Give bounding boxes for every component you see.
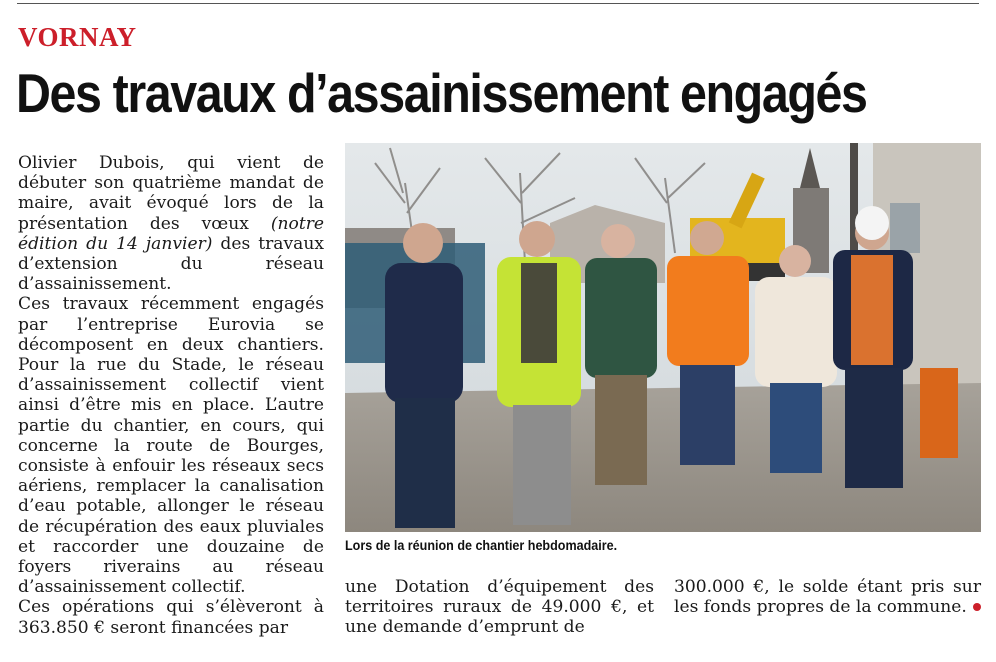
- column-2: [345, 577, 654, 638]
- paragraph-1: Olivier Dubois, qui vient de débuter son quatrième mandat de maire, avait évoqué lors de la présentation des vœux (notre édition du 14 janvier) des travaux d’extension du réseau d’assainissement.: [18, 153, 324, 295]
- paragraph-2: Ces travaux récemment engagés par l’entreprise Eurovia se décomposent en deux chantiers. Pour la rue du Stade, le réseau d’assainissement collectif vient ainsi d’être mis en place. L’autre partie du chantier, en cours, qui concerne la route de Bourges, consiste à enfouir les réseaux secs aériens, remplacer la canalisation d’eau potable, allonger le réseau de récupération des eaux pluviales et raccorder une douzaine de foyers riverains au réseau d’assainissement collectif.: [18, 294, 324, 598]
- paragraph-4: une Dotation d’équipement des territoires ruraux de 49.000 €, et une demande d’emprunt de: [345, 577, 654, 638]
- column-3: [674, 577, 981, 617]
- paragraph-3: Ces opérations qui s’élèveront à 363.850 € seront financées par: [18, 597, 324, 638]
- article-photo: [345, 143, 981, 532]
- paragraph-5: 300.000 €, le solde étant pris sur les fonds propres de la commune.: [674, 577, 981, 618]
- column-1: [18, 153, 324, 638]
- end-dot-icon: [973, 603, 981, 611]
- photo-caption: Lors de la réunion de chantier hebdomadaire.: [345, 538, 618, 553]
- headline: Des travaux d’assainissement engagés: [16, 62, 867, 124]
- top-rule: [17, 3, 979, 4]
- section-kicker: VORNAY: [18, 22, 137, 52]
